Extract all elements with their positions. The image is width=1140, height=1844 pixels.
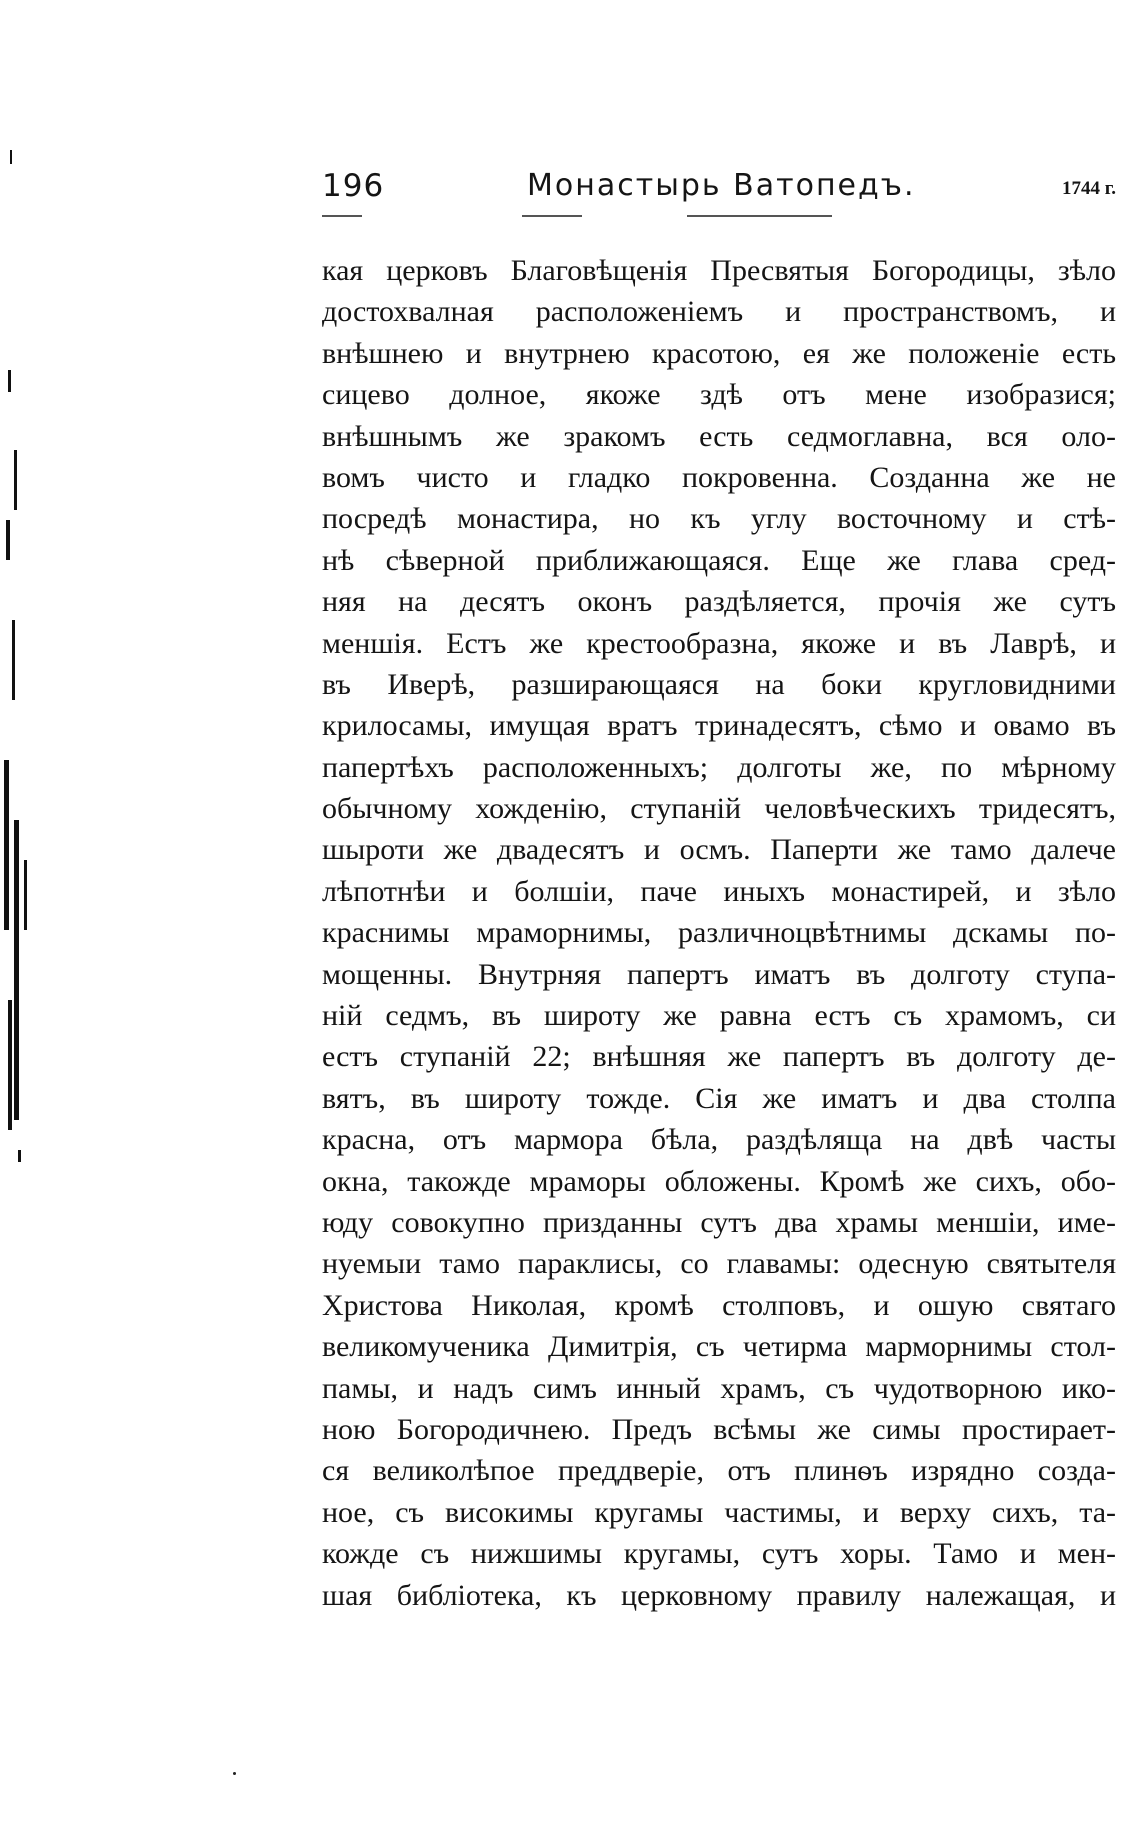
text-line: краснимы мраморнимы, различноцвѣтнимы дскамы по-	[322, 916, 1116, 950]
scan-mark	[18, 1150, 21, 1162]
scan-mark	[24, 860, 27, 930]
scan-mark	[8, 1000, 12, 1130]
text-line: вомъ чисто и гладко покровенна. Созданна же не	[322, 460, 1116, 494]
text-line: шыроти же двадесятъ и осмъ. Паперти же тамо далече	[322, 833, 1116, 867]
scan-mark	[12, 620, 15, 700]
text-line: естъ ступаній 22; внѣшняя же папертъ въ долготу де-	[322, 1040, 1116, 1074]
rule-segment	[687, 215, 832, 217]
text-line: сицево долное, якоже здѣ отъ мене изобразися;	[322, 378, 1116, 412]
text-line: няя на десятъ оконъ раздѣляется, прочія же сутъ	[322, 585, 1116, 619]
text-line: нѣ сѣверной приближающаяся. Еще же глава сред-	[322, 543, 1116, 577]
text-line: ное, съ високимы кругамы частимы, и верху сихъ, та-	[322, 1495, 1116, 1529]
text-line: папертѣхъ расположенныхъ; долготы же, по мѣрному	[322, 750, 1116, 784]
scan-mark	[10, 150, 12, 164]
running-title: Монастырь Ватопедъ.	[527, 168, 916, 203]
text-line: окна, такожде мраморы обложены. Кромѣ же сихъ, обо-	[322, 1164, 1116, 1198]
year-marginal: 1744 г.	[1062, 178, 1116, 199]
scan-mark	[14, 450, 17, 510]
text-line: Христова Николая, кромѣ столповъ, и ошую святаго	[322, 1288, 1116, 1322]
text-line: крилосамы, имущая вратъ тринадесятъ, сѣмо и овамо въ	[322, 709, 1116, 743]
text-line: великомученика Димитрія, съ четирма марморнимы стол-	[322, 1330, 1116, 1364]
text-line: кая церковъ Благовѣщенія Пресвятыя Богородицы, зѣло	[322, 254, 1116, 287]
text-line: юду совокупно призданны сутъ два храмы меншіи, име-	[322, 1205, 1116, 1239]
text-line: внѣшнымъ же зракомъ есть седмоглавна, вся оло-	[322, 419, 1116, 453]
text-line: внѣшнею и внутрнею красотою, ея же положеніе есть	[322, 336, 1116, 370]
scan-mark	[8, 370, 11, 392]
text-line: достохвалная расположеніемъ и пространствомъ, и	[322, 295, 1116, 329]
rule-segment	[322, 215, 362, 217]
text-line: ся великолѣпое преддверіе, отъ плинѳъ изрядно созда-	[322, 1454, 1116, 1488]
text-line: ній седмъ, въ широту же равна естъ съ храмомъ, си	[322, 999, 1116, 1033]
text-line: памы, и надъ симъ инный храмъ, съ чудотворною ико-	[322, 1371, 1116, 1405]
text-line: въ Иверѣ, разширающаяся на боки кругловидними	[322, 667, 1116, 701]
text-line: менші͏я. Естъ же крестообразна, якоже и въ Лаврѣ, и	[322, 626, 1116, 660]
scan-mark	[14, 820, 19, 1120]
scan-speck	[233, 1772, 236, 1775]
text-line: нуемыи тамо параклисы, со главамы: одесную святытеля	[322, 1247, 1116, 1281]
text-line: вятъ, въ широту тожде. Сія же иматъ и два столпа	[322, 1081, 1116, 1115]
text-line: ною Богородичнею. Предъ всѣмы же симы простирает-	[322, 1412, 1116, 1446]
scan-mark	[4, 760, 9, 930]
text-line: обычному хожденію, ступаній человѣческихъ тридесятъ,	[322, 792, 1116, 826]
text-line: посредѣ монастира, но къ углу восточному и стѣ-	[322, 502, 1116, 536]
body-text	[322, 250, 1116, 1616]
text-line: кожде съ нижшимы кругамы, сутъ хоры. Тамо и мен-	[322, 1537, 1116, 1571]
page-number: 196	[322, 168, 385, 204]
running-header	[322, 168, 1116, 208]
text-line: шая библіотека, къ церковному правилу належащая, и	[322, 1578, 1116, 1612]
text-line: красна, отъ мармора бѣла, раздѣляща на двѣ часты	[322, 1123, 1116, 1157]
binding-shadow	[0, 0, 40, 1844]
rule-segment	[522, 215, 582, 217]
text-line: мощенны. Внутрняя папертъ иматъ въ долготу ступа-	[322, 957, 1116, 991]
header-rule	[322, 215, 832, 217]
scan-mark	[6, 520, 10, 560]
text-line: лѣпотнѣи и болшіи, паче иныхъ монастирей, и зѣло	[322, 874, 1116, 908]
